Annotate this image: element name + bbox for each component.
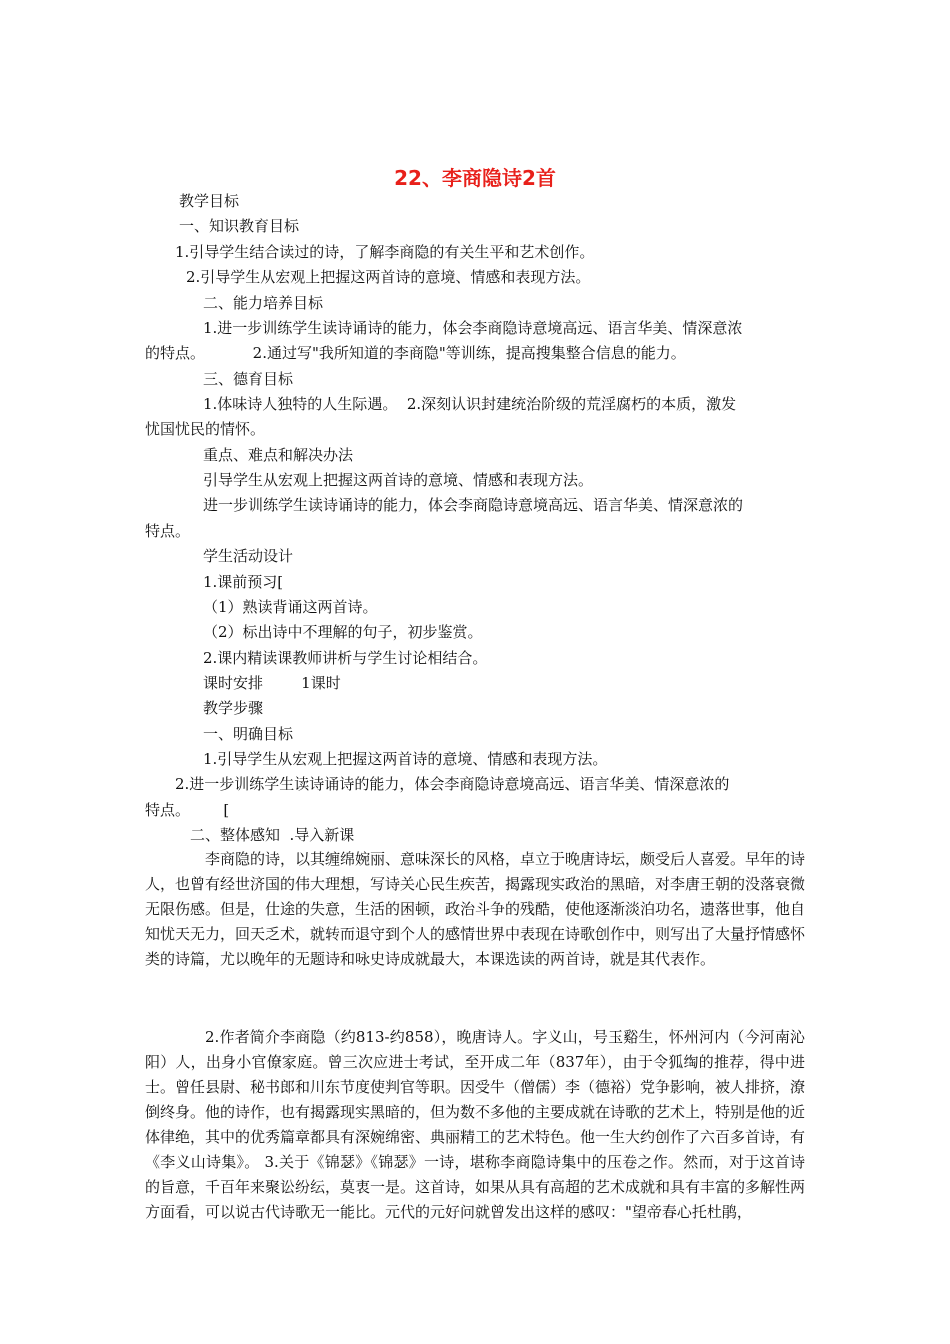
heading-clarify-goals: 一、明确目标 [203,725,294,743]
paragraph-author-bio: 2.作者简介李商隐（约813-约858），晚唐诗人。字义山，号玉谿生，怀州河内（今河南沁阳）人，出身小官僚家庭。曾三次应进士考试，至开成二年（837年），由于令狐绹的推荐，得中进士。曾任县尉、秘书郎和川东节度使判官等职。因受牛（僧儒）李（德裕）党争影响，被人排挤，潦倒终身。他的诗作，也有揭露现实黑暗的，但为数不多他的主要成就在诗歌的艺术上，特别是他的近体律绝，其中的优秀篇章都具有深婉绵密、典丽精工的艺术特色。他一生大约创作了六百多首诗，有《李义山诗集》。 3.关于《锦瑟》《锦瑟》一诗，堪称李商隐诗集中的压卷之作。然而，对于这首诗的旨意，千百年来聚讼纷纭，莫衷一是。这首诗，如果从具有高超的艺术成就和具有丰富的多解性两方面看，可以说古代诗歌无一能比。元代的元好问就曾发出这样的感叹："望帝春心托杜鹃， [145,1028,806,1221]
text-line: 1.引导学生从宏观上把握这两首诗的意境、情感和表现方法。 [203,750,608,768]
heading-student-activities: 学生活动设计 [203,547,294,565]
heading-teaching-goals: 教学目标 [179,192,240,210]
text-line: 2.进一步训练学生读诗诵诗的能力，体会李商隐诗意境高远、语言华美、情深意浓的 [175,775,730,793]
text-line: 2.课内精读课教师讲析与学生讨论相结合。 [203,649,488,667]
text-line: 2.引导学生从宏观上把握这两首诗的意境、情感和表现方法。 [186,268,591,286]
text-line: 特点。 [145,522,191,540]
heading-knowledge-goals: 一、知识教育目标 [179,217,300,235]
text-line: 课时安排 1课时 [203,674,341,692]
text-line: 1.引导学生结合读过的诗，了解李商隐的有关生平和艺术创作。 [175,243,595,261]
text-line: 1.进一步训练学生读诗诵诗的能力，体会李商隐诗意境高远、语言华美、情深意浓 [203,319,743,337]
text-line: 忧国忧民的情怀。 [145,420,266,438]
heading-overall-perception: 二、整体感知 .导入新课 [190,826,355,844]
text-line: 的特点。 2.通过写"我所知道的李商隐"等训练，提高搜集整合信息的能力。 [145,344,686,362]
text-line: 1.体味诗人独特的人生际遇。 2.深刻认识封建统治阶级的荒淫腐朽的本质，激发 [203,395,737,413]
text-line: 进一步训练学生读诗诵诗的能力，体会李商隐诗意境高远、语言华美、情深意浓的 [203,496,744,514]
text-line: 1.课前预习[ [203,573,284,591]
document-title: 22、李商隐诗2首 [394,166,556,190]
paragraph-introduction: 李商隐的诗，以其缠绵婉丽、意味深长的风格，卓立于晚唐诗坛，颇受后人喜爱。早年的诗人，也曾有经世济国的伟大理想，写诗关心民生疾苦，揭露现实政治的黑暗，对李唐王朝的没落衰微无限伤感。但是，仕途的失意，生活的困顿，政治斗争的残酷，使他逐渐淡泊功名，遗落世事，他自知忧天无力，回天乏术，就转而退守到个人的感情世界中表现在诗歌创作中，则写出了大量抒情感怀类的诗篇，尤以晚年的无题诗和咏史诗成就最大，本课选读的两首诗，就是其代表作。 [145,850,806,968]
heading-teaching-steps: 教学步骤 [203,699,264,717]
heading-key-points: 重点、难点和解决办法 [203,446,354,464]
text-line: 特点。 [ [145,801,230,819]
heading-ability-goals: 二、能力培养目标 [203,294,324,312]
heading-moral-goals: 三、德育目标 [203,370,294,388]
text-line: （1）熟读背诵这两首诗。 [203,598,378,616]
text-line: （2）标出诗中不理解的句子，初步鉴赏。 [203,623,483,641]
text-line: 引导学生从宏观上把握这两首诗的意境、情感和表现方法。 [203,471,594,489]
